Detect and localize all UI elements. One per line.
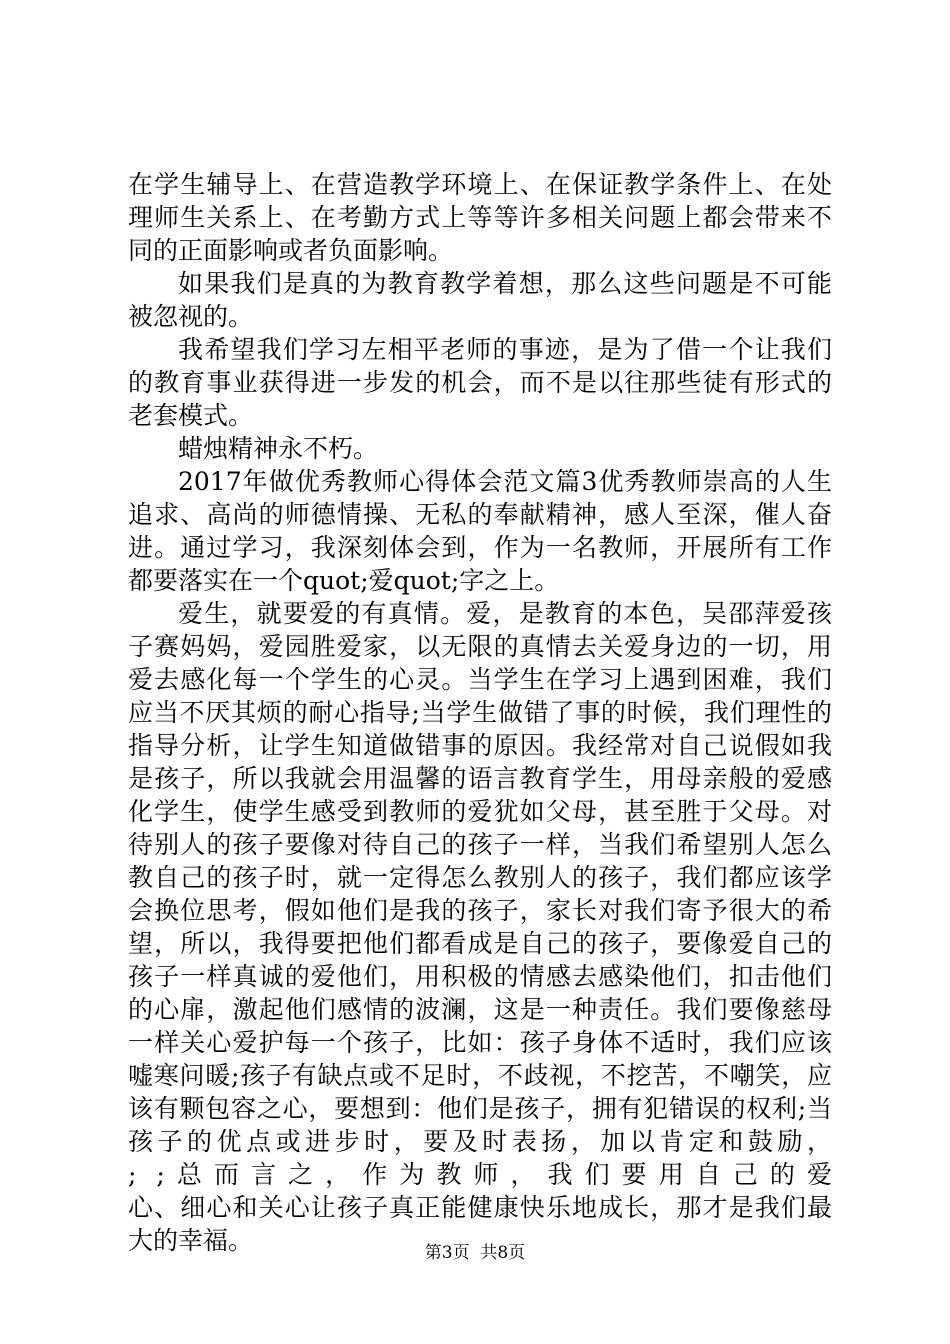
text-line: 应当不厌其烦的耐心指导;当学生做错了事的时候，我们理性的	[128, 698, 832, 727]
page-footer: 第3页 共8页	[424, 1243, 526, 1263]
text-line: 孩子一样真诚的爱他们，用积极的情感去感染他们，扣击他们	[128, 962, 832, 991]
text-line: 是孩子，所以我就会用温馨的语言教育学生，用母亲般的爱感	[128, 764, 832, 793]
text-line: 大的幸福。	[128, 1226, 254, 1255]
text-line: 教自己的孩子时，就一定得怎么教别人的孩子，我们都应该学	[128, 863, 832, 892]
text-line: 理师生关系上、在考勤方式上等等许多相关问题上都会带来不	[128, 203, 832, 232]
text-line: 孩子的优点或进步时，要及时表扬，加以肯定和鼓励，	[128, 1127, 832, 1156]
text-line: 待别人的孩子要像对待自己的孩子一样，当我们希望别人怎么	[128, 830, 832, 859]
text-line: 追求、高尚的师德情操、无私的奉献精神，感人至深，催人奋	[128, 500, 832, 529]
text-line: 被忽视的。	[128, 302, 254, 331]
text-line: 在学生辅导上、在营造教学环境上、在保证教学条件上、在处	[128, 170, 832, 199]
text-line: 蜡烛精神永不朽。	[178, 434, 379, 463]
text-line: 爱去感化每一个学生的心灵。当学生在学习上遇到困难，我们	[128, 665, 832, 694]
text-line: 该有颗包容之心，要想到：他们是孩子，拥有犯错误的权利;当	[128, 1094, 832, 1123]
text-line: 我希望我们学习左相平老师的事迹，是为了借一个让我们	[178, 335, 832, 364]
text-line: 嘘寒问暖;孩子有缺点或不足时，不歧视，不挖苦，不嘲笑，应	[128, 1061, 832, 1090]
text-line: 的心扉，激起他们感情的波澜，这是一种责任。我们要像慈母	[128, 995, 832, 1024]
text-line: 望，所以，我得要把他们都看成是自己的孩子，要像爱自己的	[128, 929, 832, 958]
text-line: 子赛妈妈，爱园胜爱家，以无限的真情去关爱身边的一切，用	[128, 632, 832, 661]
text-line: 指导分析，让学生知道做错事的原因。我经常对自己说假如我	[128, 731, 832, 760]
text-line: 爱生，就要爱的有真情。爱，是教育的本色，吴邵萍爱孩	[178, 599, 832, 628]
text-line: 进。通过学习，我深刻体会到，作为一名教师，开展所有工作	[128, 533, 832, 562]
text-line: 会换位思考，假如他们是我的孩子，家长对我们寄予很大的希	[128, 896, 832, 925]
text-line: 如果我们是真的为教育教学着想，那么这些问题是不可能	[178, 269, 832, 298]
text-line: 老套模式。	[128, 401, 254, 430]
text-line: 都要落实在一个quot;爱quot;字之上。	[128, 566, 560, 595]
text-line: 心、细心和关心让孩子真正能健康快乐地成长，那才是我们最	[128, 1193, 832, 1222]
text-line: 2017年做优秀教师心得体会范文篇3优秀教师崇高的人生	[178, 467, 832, 496]
text-line: ; ;总而言之，作为教师，我们要用自己的爱	[128, 1160, 832, 1189]
text-line: 的教育事业获得进一步发的机会，而不是以往那些徒有形式的	[128, 368, 832, 397]
text-line: 同的正面影响或者负面影响。	[128, 236, 454, 265]
document-body	[128, 168, 832, 1257]
text-line: 一样关心爱护每一个孩子，比如：孩子身体不适时，我们应该	[128, 1028, 832, 1057]
text-line: 化学生，使学生感受到教师的爱犹如父母，甚至胜于父母。对	[128, 797, 832, 826]
